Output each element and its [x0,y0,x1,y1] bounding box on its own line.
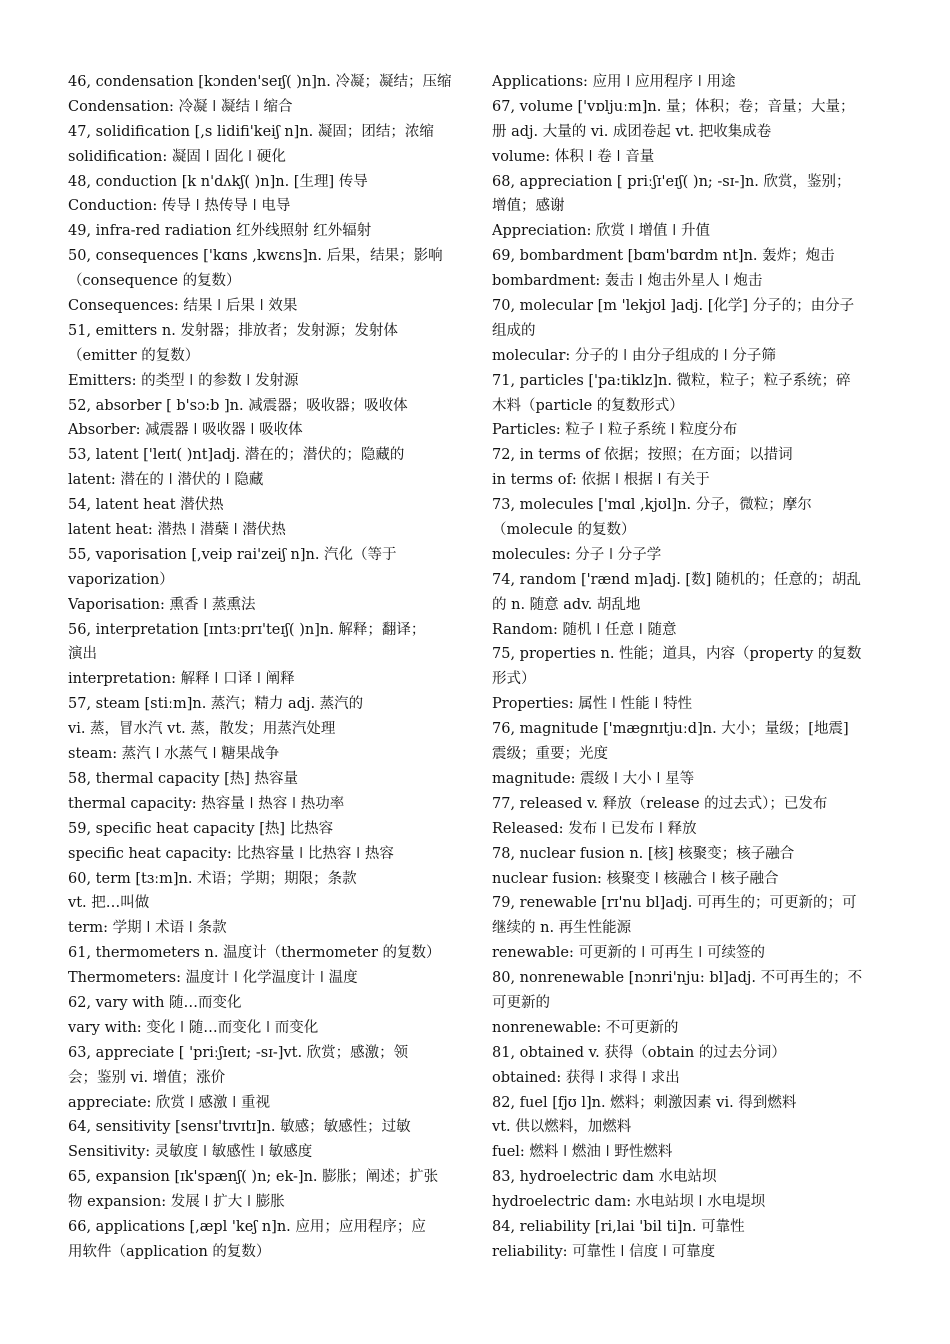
text-line: Thermometers: 温度计 ǀ 化学温度计 ǀ 温度 [68,970,358,987]
text-line: Conduction: 传导 ǀ 热传导 ǀ 电导 [68,198,291,215]
text-line: 72, in terms of 依据；按照；在方面；以措词 [492,447,793,464]
text-line: 59, specific heat capacity [热] 比热容 [68,820,334,837]
text-line: 形式） [492,671,536,688]
text-line: 组成的 [492,322,536,339]
text-line: （consequence 的复数） [68,273,241,290]
text-line: 增值；感谢 [492,198,565,215]
text-line: 46, condensation [kɔnden'seɪʃ( )n]n. 冷凝；凝结；压缩 [68,74,452,90]
text-line: solidification: 凝固 ǀ 固化 ǀ 硬化 [68,148,286,165]
text-line: 50, consequences ['kɑns ,kwɛns]n. 后果，结果；影响 [68,248,443,265]
text-line: 61, thermometers n. 温度计（thermometer 的复数） [68,945,441,962]
text-line: 67, volume ['vɒljuːm]n. 量；体积；卷；音量；大量； [492,98,855,115]
text-line: vt. 供以燃料，加燃料 [492,1119,632,1136]
text-line: hydroelectric dam: 水电站坝 ǀ 水电堤坝 [492,1194,766,1211]
text-line: magnitude: 震级 ǀ 大小 ǀ 星等 [492,770,695,787]
text-line: appreciate: 欣赏 ǀ 感激 ǀ 重视 [68,1094,271,1111]
text-line: 55, vaporisation [,veip rai'zeiʃ n]n. 汽化（等于 [68,546,397,563]
text-line: 63, appreciate [ 'priːʃɪeɪt; -sɪ-]vt. 欣赏；感激；领 [68,1044,409,1061]
text-line: vaporization） [68,571,174,588]
text-line: 56, interpretation [ɪntɜːprɪ'teɪʃ( )n]n. 解释；翻译； [68,621,426,638]
text-line: 册 adj. 大量的 vi. 成团卷起 vt. 把收集成卷 [492,123,772,140]
text-line: 69, bombardment [bɑm'bɑrdm nt]n. 轰炸；炮击 [492,248,835,265]
text-line: 78, nuclear fusion n. [核] 核聚变；核子融合 [492,845,795,862]
text-line: 57, steam [stiːm]n. 蒸汽；精力 adj. 蒸汽的 [68,696,364,713]
text-line: 继续的 n. 再生性能源 [492,920,632,937]
text-line: vary with: 变化 ǀ 随…而变化 ǀ 而变化 [68,1019,319,1036]
text-line: （molecule 的复数） [492,522,636,539]
text-line: Random: 随机 ǀ 任意 ǀ 随意 [492,621,677,638]
text-line: thermal capacity: 热容量 ǀ 热容 ǀ 热功率 [68,795,345,812]
left-column [68,70,460,1265]
text-line: 83, hydroelectric dam 水电站坝 [492,1169,717,1186]
text-line: molecules: 分子 ǀ 分子学 [492,546,662,563]
text-line: latent heat: 潜热 ǀ 潜蘖 ǀ 潜伏热 [68,522,286,539]
text-line: 70, molecular [m 'lekjʊl ]adj. [化学] 分子的；由分子 [492,298,855,315]
text-line: 用软件（application 的复数） [68,1243,271,1260]
text-line: 73, molecules ['mɑl ,kjʊl]n. 分子，微粒；摩尔 [492,497,812,514]
text-line: volume: 体积 ǀ 卷 ǀ 音量 [492,148,655,165]
text-line: 木料（particle 的复数形式） [492,397,684,414]
text-line: 49, infra-red radiation 红外线照射 红外辐射 [68,223,372,240]
text-line: 58, thermal capacity [热] 热容量 [68,770,298,787]
text-line: 可更新的 [492,994,550,1011]
text-line: reliability: 可靠性 ǀ 信度 ǀ 可靠度 [492,1243,716,1260]
text-line: 64, sensitivity [sensɪ'tɪvɪtɪ]n. 敏感；敏感性；过敏 [68,1119,411,1136]
text-line: 会；鉴别 vi. 增值；涨价 [68,1069,226,1086]
text-line: 53, latent ['leɪt( )nt]adj. 潜在的；潜伏的；隐藏的 [68,447,405,464]
text-line: term: 学期 ǀ 术语 ǀ 条款 [68,920,227,937]
text-line: molecular: 分子的 ǀ 由分子组成的 ǀ 分子筛 [492,347,776,364]
text-line: 物 expansion: 发展 ǀ 扩大 ǀ 膨胀 [68,1194,285,1211]
text-line: latent: 潜在的 ǀ 潜伏的 ǀ 隐藏 [68,472,264,489]
right-column [492,70,884,1265]
text-line: 65, expansion [ɪk'spænʃ( )n; ek-]n. 膨胀；阐述；扩张 [68,1169,439,1186]
text-line: 62, vary with 随…而变化 [68,994,242,1011]
text-line: bombardment: 轰击 ǀ 炮击外星人 ǀ 炮击 [492,273,763,290]
text-line: 48, conduction [k n'dʌkʃ( )n]n. [生理] 传导 [68,173,368,190]
text-line: Vaporisation: 熏香 ǀ 蒸熏法 [68,596,256,613]
text-line: 79, renewable [rɪ'nu bl]adj. 可再生的；可更新的；可 [492,895,857,912]
text-line: 的 n. 随意 adv. 胡乱地 [492,596,641,613]
text-line: 74, random ['rænd m]adj. [数] 随机的；任意的；胡乱 [492,571,861,588]
text-line: 51, emitters n. 发射器；排放者；发射源；发射体 [68,322,398,339]
text-line: vt. 把…叫做 [68,895,150,912]
text-line: 47, solidification [,s lidifi'keiʃ n]n. 凝固；团结；浓缩 [68,123,434,140]
text-line: （emitter 的复数） [68,347,200,364]
text-line: nonrenewable: 不可更新的 [492,1019,679,1036]
text-line: Released: 发布 ǀ 已发布 ǀ 释放 [492,820,697,837]
text-line: Absorber: 减震器 ǀ 吸收器 ǀ 吸收体 [68,422,303,439]
text-line: 71, particles ['pa:tiklz]n. 微粒，粒子；粒子系统；碎 [492,372,851,389]
text-line: specific heat capacity: 比热容量 ǀ 比热容 ǀ 热容 [68,845,394,862]
text-line: Condensation: 冷凝 ǀ 凝结 ǀ 缩合 [68,98,293,115]
text-line: 82, fuel [fjʊ l]n. 燃料；刺激因素 vi. 得到燃料 [492,1094,797,1111]
text-line: renewable: 可更新的 ǀ 可再生 ǀ 可续签的 [492,945,765,962]
text-line: 演出 [68,646,97,663]
text-line: Particles: 粒子 ǀ 粒子系统 ǀ 粒度分布 [492,422,738,439]
text-line: 68, appreciation [ priːʃɪ'eɪʃ( )n; -sɪ-]n. 欣赏，鉴别； [492,173,851,190]
text-line: Appreciation: 欣赏 ǀ 增值 ǀ 升值 [492,223,710,240]
text-line: 77, released v. 释放（release 的过去式）；已发布 [492,795,828,812]
text-line: Applications: 应用 ǀ 应用程序 ǀ 用途 [492,74,736,90]
text-line: Consequences: 结果 ǀ 后果 ǀ 效果 [68,298,298,315]
text-line: fuel: 燃料 ǀ 燃油 ǀ 野性燃料 [492,1144,673,1161]
text-line: Sensitivity: 灵敏度 ǀ 敏感性 ǀ 敏感度 [68,1144,313,1161]
text-line: 81, obtained v. 获得（obtain 的过去分词） [492,1044,786,1061]
text-line: in terms of: 依据 ǀ 根据 ǀ 有关于 [492,472,710,489]
text-line: steam: 蒸汽 ǀ 水蒸气 ǀ 糖果战争 [68,746,280,763]
text-line: 84, reliability [ri,lai 'bil ti]n. 可靠性 [492,1218,745,1235]
text-line: 66, applications [,æpl 'keʃ n]n. 应用；应用程序；应 [68,1218,426,1235]
text-line: nuclear fusion: 核聚变 ǀ 核融合 ǀ 核子融合 [492,870,779,887]
text-line: 76, magnitude ['mægnɪtjuːd]n. 大小；量级；[地震] [492,721,849,738]
text-line: 震级；重要；光度 [492,746,608,763]
text-line: 75, properties n. 性能；道具，内容（property 的复数 [492,646,862,663]
text-line: 60, term [tɜːm]n. 术语；学期；期限；条款 [68,870,357,887]
text-line: obtained: 获得 ǀ 求得 ǀ 求出 [492,1069,680,1086]
text-line: vi. 蒸，冒水汽 vt. 蒸，散发；用蒸汽处理 [68,721,336,738]
text-line: 54, latent heat 潜伏热 [68,497,224,514]
text-line: 52, absorber [ b'sɔ:b ]n. 减震器；吸收器；吸收体 [68,397,408,414]
text-line: 80, nonrenewable [nɔnri'nju: bl]adj. 不可再生的；不 [492,970,863,987]
text-line: Properties: 属性 ǀ 性能 ǀ 特性 [492,696,693,713]
text-line: Emitters: 的类型 ǀ 的参数 ǀ 发射源 [68,372,299,389]
text-line: interpretation: 解释 ǀ 口译 ǀ 阐释 [68,671,295,688]
